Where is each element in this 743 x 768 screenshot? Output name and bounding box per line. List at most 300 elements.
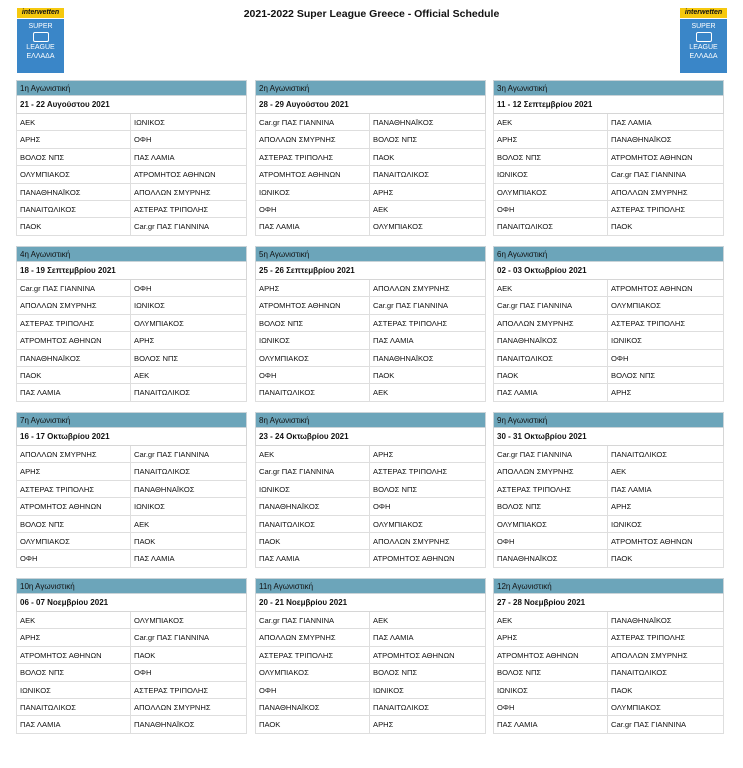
- home-team: ΑΡΗΣ: [17, 463, 131, 479]
- home-team: ΟΛΥΜΠΙΑΚΟΣ: [17, 166, 131, 182]
- match-row: [493, 315, 724, 332]
- match-row: [493, 481, 724, 498]
- away-team: ΠΑΝΑΙΤΩΛΙΚΟΣ: [134, 388, 190, 398]
- away-team: ΠΑΟΚ: [611, 554, 633, 564]
- match-row: [255, 332, 486, 349]
- match-row: [255, 647, 486, 664]
- league-logo-right: [680, 8, 727, 72]
- away-team: ΑΡΗΣ: [611, 388, 632, 398]
- away-team: ΒΟΛΟΣ ΝΠΣ: [373, 668, 418, 678]
- home-team: Car.gr ΠΑΣ ΓΙΑΝΝΙΝΑ: [256, 114, 370, 130]
- logo-line-3: ΕΛΛΑΔΑ: [26, 53, 55, 60]
- round-date: 27 - 28 Νοεμβρίου 2021: [493, 594, 724, 612]
- home-team: ΟΦΗ: [494, 533, 608, 549]
- away-team: ΑΣΤΕΡΑΣ ΤΡΙΠΟΛΗΣ: [373, 318, 448, 328]
- away-team: ΑΤΡΟΜΗΤΟΣ ΑΘΗΝΩΝ: [611, 284, 693, 293]
- round-header: 9η Αγωνιστική: [493, 412, 724, 428]
- home-team: ΑΡΗΣ: [494, 131, 608, 147]
- home-team: ΑΣΤΕΡΑΣ ΤΡΙΠΟΛΗΣ: [17, 481, 131, 497]
- home-team: ΠΑΝΑΘΗΝΑΪΚΟΣ: [17, 350, 131, 366]
- match-row: [255, 297, 486, 314]
- away-team: ΠΑΟΚ: [611, 685, 633, 695]
- round-header: 7η Αγωνιστική: [16, 412, 247, 428]
- away-team: ΟΛΥΜΠΙΑΚΟΣ: [134, 616, 184, 625]
- match-row: [255, 350, 486, 367]
- home-team: ΑΤΡΟΜΗΤΟΣ ΑΘΗΝΩΝ: [17, 332, 131, 348]
- logo-line-3: ΕΛΛΑΔΑ: [689, 53, 718, 60]
- home-team: ΟΦΗ: [256, 367, 370, 383]
- home-team: ΟΦΗ: [494, 201, 608, 217]
- match-row: [493, 463, 724, 480]
- match-row: [493, 201, 724, 218]
- league-emblem: [680, 19, 727, 73]
- match-row: [493, 664, 724, 681]
- away-team: ΠΑΝΑΘΗΝΑΪΚΟΣ: [373, 353, 434, 363]
- round-block: [255, 246, 486, 402]
- away-team: ΑΤΡΟΜΗΤΟΣ ΑΘΗΝΩΝ: [611, 152, 693, 162]
- round-block: [255, 412, 486, 568]
- away-team: ΙΩΝΙΚΟΣ: [611, 336, 642, 346]
- match-row: [493, 716, 724, 733]
- match-row: [255, 550, 486, 567]
- match-row: [16, 367, 247, 384]
- match-row: [255, 716, 486, 733]
- away-team: ΑΣΤΕΡΑΣ ΤΡΙΠΟΛΗΣ: [373, 467, 448, 477]
- home-team: ΠΑΝΑΙΤΩΛΙΚΟΣ: [256, 384, 370, 400]
- logo-line-1: SUPER: [691, 23, 716, 30]
- away-team: ΙΩΝΙΚΟΣ: [134, 118, 165, 127]
- away-team: Car.gr ΠΑΣ ΓΙΑΝΝΙΝΑ: [134, 633, 210, 643]
- match-row: [16, 629, 247, 646]
- round-date: 20 - 21 Νοεμβρίου 2021: [255, 594, 486, 612]
- page-title: 2021-2022 Super League Greece - Official Schedule: [243, 8, 500, 20]
- home-team: ΙΩΝΙΚΟΣ: [17, 682, 131, 698]
- match-row: [493, 550, 724, 567]
- ball-icon: [33, 32, 49, 42]
- away-team: ΠΑΝΑΙΤΩΛΙΚΟΣ: [373, 170, 429, 180]
- home-team: ΑΣΤΕΡΑΣ ΤΡΙΠΟΛΗΣ: [256, 149, 370, 165]
- match-row: [255, 664, 486, 681]
- match-row: [16, 682, 247, 699]
- away-team: ΠΑΣ ΛΑΜΙΑ: [373, 633, 414, 643]
- away-team: ΠΑΝΑΙΤΩΛΙΚΟΣ: [611, 450, 667, 459]
- home-team: ΠΑΝΑΘΗΝΑΪΚΟΣ: [256, 699, 370, 715]
- round-date: 23 - 24 Οκτωβρίου 2021: [255, 428, 486, 446]
- away-team: ΒΟΛΟΣ ΝΠΣ: [134, 353, 179, 363]
- home-team: ΑΤΡΟΜΗΤΟΣ ΑΘΗΝΩΝ: [17, 647, 131, 663]
- home-team: ΒΟΛΟΣ ΝΠΣ: [256, 315, 370, 331]
- match-row: [493, 384, 724, 401]
- home-team: Car.gr ΠΑΣ ΓΙΑΝΝΙΝΑ: [17, 280, 131, 296]
- home-team: ΑΠΟΛΛΩΝ ΣΜΥΡΝΗΣ: [256, 131, 370, 147]
- away-team: ΟΛΥΜΠΙΑΚΟΣ: [134, 318, 184, 328]
- away-team: ΒΟΛΟΣ ΝΠΣ: [373, 484, 418, 494]
- away-team: ΠΑΣ ΛΑΜΙΑ: [611, 118, 652, 127]
- round-date: 28 - 29 Αυγούστου 2021: [255, 96, 486, 114]
- round-block: [493, 246, 724, 402]
- match-row: [16, 332, 247, 349]
- match-row: [16, 463, 247, 480]
- match-row: [16, 315, 247, 332]
- match-row: [255, 533, 486, 550]
- match-row: [493, 350, 724, 367]
- match-row: [493, 280, 724, 297]
- match-row: [16, 131, 247, 148]
- away-team: ΑΡΗΣ: [373, 720, 394, 730]
- home-team: ΠΑΝΑΘΗΝΑΪΚΟΣ: [17, 184, 131, 200]
- match-row: [493, 533, 724, 550]
- away-team: ΑΡΗΣ: [611, 502, 632, 512]
- away-team: ΠΑΟΚ: [134, 536, 156, 546]
- away-team: ΑΠΟΛΛΩΝ ΣΜΥΡΝΗΣ: [134, 702, 211, 712]
- match-row: [16, 498, 247, 515]
- away-team: ΑΕΚ: [134, 370, 150, 380]
- home-team: ΒΟΛΟΣ ΝΠΣ: [17, 664, 131, 680]
- away-team: ΒΟΛΟΣ ΝΠΣ: [611, 370, 656, 380]
- match-row: [255, 699, 486, 716]
- round-date: 02 - 03 Οκτωβρίου 2021: [493, 262, 724, 280]
- match-row: [255, 629, 486, 646]
- match-row: [255, 114, 486, 131]
- round-block: [16, 246, 247, 402]
- home-team: ΑΣΤΕΡΑΣ ΤΡΙΠΟΛΗΣ: [256, 647, 370, 663]
- match-row: [16, 612, 247, 629]
- match-row: [255, 384, 486, 401]
- match-row: [16, 384, 247, 401]
- away-team: ΒΟΛΟΣ ΝΠΣ: [373, 135, 418, 145]
- home-team: ΑΠΟΛΛΩΝ ΣΜΥΡΝΗΣ: [17, 446, 131, 462]
- away-team: ΠΑΝΑΙΤΩΛΙΚΟΣ: [373, 702, 429, 712]
- round-block: [493, 412, 724, 568]
- home-team: ΠΑΣ ΛΑΜΙΑ: [256, 550, 370, 566]
- home-team: ΒΟΛΟΣ ΝΠΣ: [494, 498, 608, 514]
- match-row: [16, 533, 247, 550]
- home-team: ΠΑΟΚ: [256, 716, 370, 732]
- match-row: [493, 682, 724, 699]
- home-team: ΠΑΝΑΙΤΩΛΙΚΟΣ: [17, 201, 131, 217]
- round-block: [255, 80, 486, 236]
- ball-icon: [696, 32, 712, 42]
- round-header: 11η Αγωνιστική: [255, 578, 486, 594]
- away-team: ΙΩΝΙΚΟΣ: [373, 685, 404, 695]
- match-row: [493, 218, 724, 235]
- away-team: ΟΛΥΜΠΙΑΚΟΣ: [373, 222, 423, 232]
- home-team: ΟΦΗ: [17, 550, 131, 566]
- away-team: ΑΡΗΣ: [373, 187, 394, 197]
- match-row: [16, 516, 247, 533]
- sponsor-label: interwetten: [17, 8, 64, 18]
- logo-line-1: SUPER: [28, 23, 53, 30]
- match-row: [16, 550, 247, 567]
- home-team: ΟΛΥΜΠΙΑΚΟΣ: [256, 664, 370, 680]
- away-team: ΟΦΗ: [134, 135, 152, 145]
- round-header: 6η Αγωνιστική: [493, 246, 724, 262]
- away-team: ΟΛΥΜΠΙΑΚΟΣ: [611, 301, 661, 311]
- home-team: Car.gr ΠΑΣ ΓΙΑΝΝΙΝΑ: [256, 463, 370, 479]
- round-header: 8η Αγωνιστική: [255, 412, 486, 428]
- home-team: ΑΠΟΛΛΩΝ ΣΜΥΡΝΗΣ: [17, 297, 131, 313]
- home-team: ΙΩΝΙΚΟΣ: [256, 184, 370, 200]
- home-team: ΠΑΝΑΘΗΝΑΪΚΟΣ: [494, 332, 608, 348]
- home-team: ΑΣΤΕΡΑΣ ΤΡΙΠΟΛΗΣ: [17, 315, 131, 331]
- match-row: [255, 315, 486, 332]
- round-date: 30 - 31 Οκτωβρίου 2021: [493, 428, 724, 446]
- match-row: [16, 716, 247, 733]
- match-row: [493, 184, 724, 201]
- round-header: 4η Αγωνιστική: [16, 246, 247, 262]
- match-row: [16, 297, 247, 314]
- away-team: ΑΣΤΕΡΑΣ ΤΡΙΠΟΛΗΣ: [134, 685, 209, 695]
- away-team: ΠΑΣ ΛΑΜΙΑ: [611, 484, 652, 494]
- round-date: 06 - 07 Νοεμβρίου 2021: [16, 594, 247, 612]
- round-date: 18 - 19 Σεπτεμβρίου 2021: [16, 262, 247, 280]
- away-team: ΑΕΚ: [611, 467, 627, 477]
- round-header: 3η Αγωνιστική: [493, 80, 724, 96]
- round-block: [16, 412, 247, 568]
- away-team: ΙΩΝΙΚΟΣ: [611, 519, 642, 529]
- logo-line-2: LEAGUE: [26, 44, 55, 51]
- match-row: [255, 682, 486, 699]
- home-team: ΑΕΚ: [256, 446, 370, 462]
- home-team: ΠΑΝΑΘΗΝΑΪΚΟΣ: [494, 550, 608, 566]
- match-row: [255, 131, 486, 148]
- match-row: [493, 332, 724, 349]
- home-team: ΑΤΡΟΜΗΤΟΣ ΑΘΗΝΩΝ: [494, 647, 608, 663]
- home-team: ΒΟΛΟΣ ΝΠΣ: [17, 516, 131, 532]
- away-team: ΑΣΤΕΡΑΣ ΤΡΙΠΟΛΗΣ: [134, 204, 209, 214]
- match-row: [255, 201, 486, 218]
- match-row: [493, 647, 724, 664]
- match-row: [255, 481, 486, 498]
- match-row: [16, 218, 247, 235]
- home-team: ΠΑΣ ΛΑΜΙΑ: [494, 384, 608, 400]
- away-team: ΠΑΝΑΘΗΝΑΪΚΟΣ: [134, 720, 195, 730]
- home-team: ΟΛΥΜΠΙΑΚΟΣ: [494, 184, 608, 200]
- away-team: ΑΤΡΟΜΗΤΟΣ ΑΘΗΝΩΝ: [373, 650, 455, 660]
- home-team: Car.gr ΠΑΣ ΓΙΑΝΝΙΝΑ: [494, 297, 608, 313]
- home-team: ΙΩΝΙΚΟΣ: [256, 332, 370, 348]
- away-team: ΑΣΤΕΡΑΣ ΤΡΙΠΟΛΗΣ: [611, 318, 686, 328]
- match-row: [255, 218, 486, 235]
- home-team: ΑΤΡΟΜΗΤΟΣ ΑΘΗΝΩΝ: [17, 498, 131, 514]
- away-team: ΟΛΥΜΠΙΑΚΟΣ: [373, 519, 423, 529]
- sponsor-label: interwetten: [680, 8, 727, 18]
- home-team: ΙΩΝΙΚΟΣ: [494, 166, 608, 182]
- match-row: [255, 367, 486, 384]
- match-row: [255, 184, 486, 201]
- match-row: [16, 350, 247, 367]
- match-row: [16, 481, 247, 498]
- match-row: [493, 446, 724, 463]
- home-team: ΑΡΗΣ: [17, 131, 131, 147]
- away-team: ΑΤΡΟΜΗΤΟΣ ΑΘΗΝΩΝ: [611, 536, 693, 546]
- home-team: ΟΦΗ: [256, 201, 370, 217]
- away-team: ΑΡΗΣ: [373, 450, 394, 459]
- home-team: ΑΕΚ: [494, 280, 608, 296]
- match-row: [255, 516, 486, 533]
- away-team: ΠΑΣ ΛΑΜΙΑ: [134, 152, 175, 162]
- away-team: ΑΡΗΣ: [134, 336, 155, 346]
- home-team: ΒΟΛΟΣ ΝΠΣ: [17, 149, 131, 165]
- round-header: 2η Αγωνιστική: [255, 80, 486, 96]
- match-row: [493, 149, 724, 166]
- home-team: ΑΤΡΟΜΗΤΟΣ ΑΘΗΝΩΝ: [256, 166, 370, 182]
- home-team: ΠΑΟΚ: [17, 218, 131, 234]
- match-row: [493, 297, 724, 314]
- match-row: [16, 166, 247, 183]
- away-team: ΠΑΝΑΘΗΝΑΪΚΟΣ: [611, 616, 672, 625]
- match-row: [493, 166, 724, 183]
- home-team: ΑΕΚ: [494, 114, 608, 130]
- match-row: [16, 201, 247, 218]
- match-row: [16, 280, 247, 297]
- away-team: ΑΕΚ: [373, 204, 389, 214]
- away-team: ΑΕΚ: [373, 616, 389, 625]
- home-team: ΑΕΚ: [17, 114, 131, 130]
- match-row: [493, 629, 724, 646]
- league-emblem: [17, 19, 64, 73]
- away-team: ΠΑΟΚ: [373, 152, 395, 162]
- round-date: 21 - 22 Αυγούστου 2021: [16, 96, 247, 114]
- home-team: ΟΛΥΜΠΙΑΚΟΣ: [17, 533, 131, 549]
- home-team: ΠΑΝΑΘΗΝΑΪΚΟΣ: [256, 498, 370, 514]
- home-team: ΠΑΝΑΙΤΩΛΙΚΟΣ: [494, 218, 608, 234]
- home-team: ΠΑΣ ΛΑΜΙΑ: [17, 716, 131, 732]
- away-team: ΑΣΤΕΡΑΣ ΤΡΙΠΟΛΗΣ: [611, 633, 686, 643]
- round-header: 10η Αγωνιστική: [16, 578, 247, 594]
- round-block: [16, 80, 247, 236]
- match-row: [493, 367, 724, 384]
- home-team: ΟΦΗ: [494, 699, 608, 715]
- round-block: [493, 578, 724, 734]
- match-row: [255, 612, 486, 629]
- home-team: ΑΤΡΟΜΗΤΟΣ ΑΘΗΝΩΝ: [256, 297, 370, 313]
- away-team: ΑΠΟΛΛΩΝ ΣΜΥΡΝΗΣ: [373, 536, 450, 546]
- match-row: [255, 280, 486, 297]
- away-team: ΠΑΟΚ: [373, 370, 395, 380]
- away-team: ΑΠΟΛΛΩΝ ΣΜΥΡΝΗΣ: [134, 187, 211, 197]
- match-row: [16, 647, 247, 664]
- home-team: ΠΑΣ ΛΑΜΙΑ: [17, 384, 131, 400]
- home-team: ΠΑΟΚ: [494, 367, 608, 383]
- match-row: [493, 114, 724, 131]
- away-team: ΠΑΝΑΘΗΝΑΪΚΟΣ: [373, 118, 434, 127]
- away-team: ΙΩΝΙΚΟΣ: [134, 301, 165, 311]
- round-header: 12η Αγωνιστική: [493, 578, 724, 594]
- away-team: ΠΑΝΑΙΤΩΛΙΚΟΣ: [611, 668, 667, 678]
- match-row: [493, 498, 724, 515]
- home-team: ΑΡΗΣ: [256, 280, 370, 296]
- match-row: [493, 612, 724, 629]
- match-row: [255, 463, 486, 480]
- home-team: ΠΑΣ ΛΑΜΙΑ: [256, 218, 370, 234]
- match-row: [16, 149, 247, 166]
- away-team: ΠΑΣ ΛΑΜΙΑ: [373, 336, 414, 346]
- away-team: ΟΛΥΜΠΙΑΚΟΣ: [611, 702, 661, 712]
- home-team: ΑΠΟΛΛΩΝ ΣΜΥΡΝΗΣ: [494, 463, 608, 479]
- away-team: Car.gr ΠΑΣ ΓΙΑΝΝΙΝΑ: [134, 222, 210, 232]
- away-team: ΟΦΗ: [134, 284, 152, 293]
- away-team: ΑΠΟΛΛΩΝ ΣΜΥΡΝΗΣ: [611, 187, 688, 197]
- home-team: Car.gr ΠΑΣ ΓΙΑΝΝΙΝΑ: [494, 446, 608, 462]
- away-team: ΙΩΝΙΚΟΣ: [134, 502, 165, 512]
- home-team: ΙΩΝΙΚΟΣ: [256, 481, 370, 497]
- round-header: 1η Αγωνιστική: [16, 80, 247, 96]
- match-row: [16, 114, 247, 131]
- home-team: ΒΟΛΟΣ ΝΠΣ: [494, 149, 608, 165]
- match-row: [255, 149, 486, 166]
- away-team: ΑΤΡΟΜΗΤΟΣ ΑΘΗΝΩΝ: [134, 170, 216, 180]
- match-row: [16, 699, 247, 716]
- home-team: ΑΕΚ: [17, 612, 131, 628]
- match-row: [255, 166, 486, 183]
- away-team: Car.gr ΠΑΣ ΓΙΑΝΝΙΝΑ: [373, 301, 449, 311]
- home-team: ΑΡΗΣ: [494, 629, 608, 645]
- away-team: ΟΦΗ: [134, 668, 152, 678]
- home-team: ΑΠΟΛΛΩΝ ΣΜΥΡΝΗΣ: [256, 629, 370, 645]
- away-team: Car.gr ΠΑΣ ΓΙΑΝΝΙΝΑ: [611, 170, 687, 180]
- match-row: [16, 664, 247, 681]
- home-team: ΑΡΗΣ: [17, 629, 131, 645]
- match-row: [493, 131, 724, 148]
- home-team: ΑΣΤΕΡΑΣ ΤΡΙΠΟΛΗΣ: [494, 481, 608, 497]
- match-row: [255, 498, 486, 515]
- home-team: ΠΑΟΚ: [17, 367, 131, 383]
- round-block: [16, 578, 247, 734]
- away-team: ΟΦΗ: [373, 502, 391, 512]
- round-date: 16 - 17 Οκτωβρίου 2021: [16, 428, 247, 446]
- away-team: ΠΑΝΑΙΤΩΛΙΚΟΣ: [134, 467, 190, 477]
- home-team: ΠΑΝΑΙΤΩΛΙΚΟΣ: [494, 350, 608, 366]
- match-row: [16, 184, 247, 201]
- match-row: [493, 516, 724, 533]
- away-team: ΑΤΡΟΜΗΤΟΣ ΑΘΗΝΩΝ: [373, 554, 455, 564]
- home-team: ΠΑΝΑΙΤΩΛΙΚΟΣ: [17, 699, 131, 715]
- home-team: ΑΕΚ: [494, 612, 608, 628]
- round-date: 11 - 12 Σεπτεμβρίου 2021: [493, 96, 724, 114]
- match-row: [493, 699, 724, 716]
- away-team: ΠΑΝΑΘΗΝΑΪΚΟΣ: [134, 484, 195, 494]
- away-team: Car.gr ΠΑΣ ΓΙΑΝΝΙΝΑ: [611, 720, 687, 730]
- home-team: ΠΑΝΑΙΤΩΛΙΚΟΣ: [256, 516, 370, 532]
- home-team: Car.gr ΠΑΣ ΓΙΑΝΝΙΝΑ: [256, 612, 370, 628]
- home-team: ΙΩΝΙΚΟΣ: [494, 682, 608, 698]
- logo-line-2: LEAGUE: [689, 44, 718, 51]
- home-team: ΒΟΛΟΣ ΝΠΣ: [494, 664, 608, 680]
- away-team: Car.gr ΠΑΣ ΓΙΑΝΝΙΝΑ: [134, 450, 210, 459]
- round-header: 5η Αγωνιστική: [255, 246, 486, 262]
- home-team: ΟΛΥΜΠΙΑΚΟΣ: [256, 350, 370, 366]
- round-block: [255, 578, 486, 734]
- round-date: 25 - 26 Σεπτεμβρίου 2021: [255, 262, 486, 280]
- away-team: ΠΑΣ ΛΑΜΙΑ: [134, 554, 175, 564]
- league-logo-left: [17, 8, 64, 72]
- home-team: ΟΛΥΜΠΙΑΚΟΣ: [494, 516, 608, 532]
- home-team: ΠΑΟΚ: [256, 533, 370, 549]
- away-team: ΑΕΚ: [134, 519, 150, 529]
- home-team: ΑΠΟΛΛΩΝ ΣΜΥΡΝΗΣ: [494, 315, 608, 331]
- home-team: ΟΦΗ: [256, 682, 370, 698]
- away-team: ΑΣΤΕΡΑΣ ΤΡΙΠΟΛΗΣ: [611, 204, 686, 214]
- away-team: ΑΠΟΛΛΩΝ ΣΜΥΡΝΗΣ: [611, 650, 688, 660]
- away-team: ΠΑΟΚ: [134, 650, 156, 660]
- away-team: ΟΦΗ: [611, 353, 629, 363]
- away-team: ΑΠΟΛΛΩΝ ΣΜΥΡΝΗΣ: [373, 284, 450, 293]
- match-row: [16, 446, 247, 463]
- home-team: ΠΑΣ ΛΑΜΙΑ: [494, 716, 608, 732]
- away-team: ΑΕΚ: [373, 388, 389, 398]
- away-team: ΠΑΝΑΘΗΝΑΪΚΟΣ: [611, 135, 672, 145]
